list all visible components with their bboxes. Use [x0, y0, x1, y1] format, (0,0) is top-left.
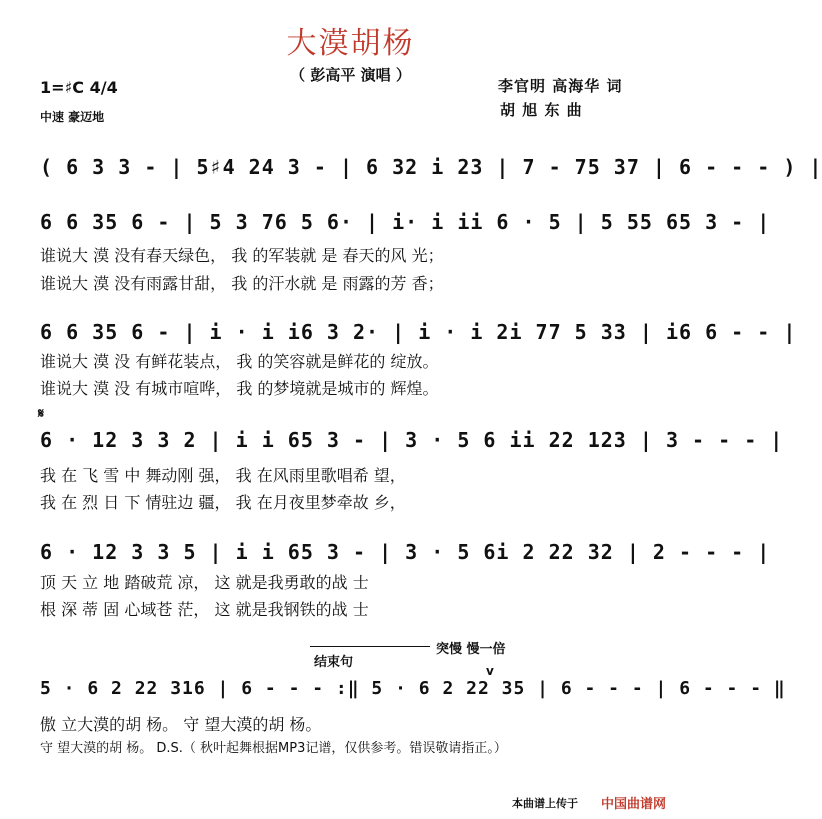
slow-label: 突慢 慢一倍	[436, 642, 506, 657]
notation-line-2: 6 6 35 6 - | 5 3 76 5 6· | i· i ii 6 · 5 | 5 55 65 3 - |	[40, 210, 771, 234]
tempo-marking: 中速 豪迈地	[40, 110, 105, 124]
lyric-line: 我 在 飞 雪 中 舞动刚 强， 我 在风雨里歌唱希 望，	[40, 466, 406, 485]
composer-credit: 胡 旭 东 曲	[500, 101, 583, 119]
ending-label: 结束句	[314, 655, 354, 670]
lyricist-credit: 李官明 高海华 词	[498, 77, 623, 95]
notation-line-6: 5 · 6 2 22 316 | 6 - - - :‖ 5 · 6 2 22 35 | 6 - - - | 6 - - - ‖	[40, 678, 786, 699]
lyric-line: 谁说大 漠 没有雨露甘甜， 我 的汗水就 是 雨露的芳 香；	[40, 274, 444, 293]
lyric-line: 傲 立大漠的胡 杨。 守 望大漠的胡 杨。	[40, 715, 322, 734]
lyric-line: 我 在 烈 日 下 情驻边 疆， 我 在月夜里梦牵故 乡，	[40, 493, 406, 512]
key-signature: 1=♯C 4/4	[40, 78, 118, 97]
lyric-line: 谁说大 漠 没 有鲜花装点， 我 的笑容就是鲜花的 绽放。	[40, 352, 439, 371]
footer-text: 本曲谱上传于	[512, 797, 578, 810]
notation-line-5: 6 · 12 3 3 5 | i i 65 3 - | 3 · 5 6i 2 22 32 | 2 - - - |	[40, 540, 771, 564]
notation-line-4: 6 · 12 3 3 2 | i i 65 3 - | 3 · 5 6 ii 22 123 | 3 - - - |	[40, 428, 784, 452]
site-logo: 中国曲谱网	[601, 797, 667, 812]
lyric-line: 顶 天 立 地 踏破荒 凉， 这 就是我勇敢的战 士	[40, 573, 369, 592]
song-title: 大漠胡杨	[286, 26, 415, 61]
ending-bracket	[310, 646, 430, 647]
breath-mark: v	[486, 664, 494, 678]
lyric-line: 谁说大 漠 没 有城市喧哗， 我 的梦境就是城市的 辉煌。	[40, 379, 439, 398]
notation-line-1: ( 6 3 3 - | 5♯4 24 3 - | 6 32 i 23 | 7 - 75 37 | 6 - - - ) |	[40, 155, 822, 179]
singer-credit: （ 彭高平 演唱 ）	[290, 66, 411, 84]
lyric-line: 谁说大 漠 没有春天绿色， 我 的军装就 是 春天的风 光；	[40, 246, 444, 265]
notation-line-3: 6 6 35 6 - | i · i i6 3 2· | i · i 2i 77 5 33 | i6 6 - - |	[40, 320, 797, 344]
segno-sign: 𝄋	[38, 406, 45, 422]
lyric-line: 根 深 蒂 固 心域苍 茫， 这 就是我钢铁的战 士	[40, 600, 369, 619]
lyric-line-ds: 守 望大漠的胡 杨。 D.S.（ 秋叶起舞根据MP3记谱，仅供参考。错误敬请指正。）	[40, 741, 507, 756]
